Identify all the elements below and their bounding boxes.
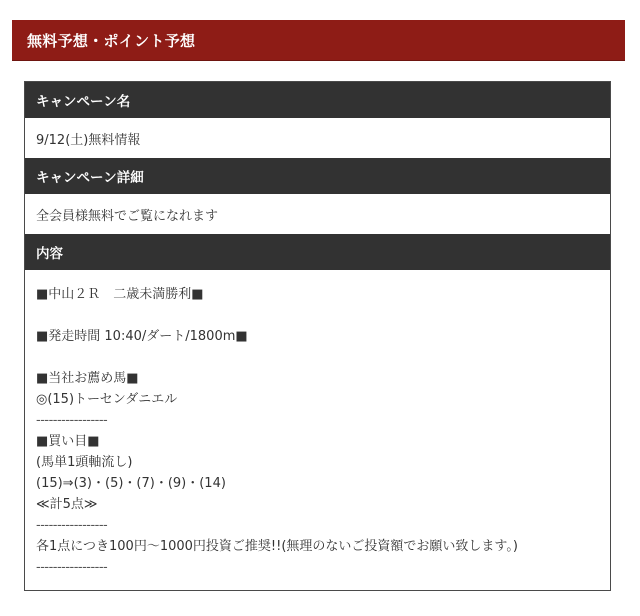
content-line: ◎(15)トーセンダニエル bbox=[36, 392, 178, 407]
content-line: ■当社お薦め馬■ bbox=[36, 371, 139, 386]
content-divider: ----------------- bbox=[36, 518, 108, 533]
content-line: 各1点につき100円～1000円投資ご推奨!!(無理のないご投資額でお願い致します。) bbox=[36, 539, 518, 554]
campaign-detail-cell bbox=[25, 194, 610, 234]
content-spacer bbox=[36, 305, 610, 326]
campaign-name-heading: キャンペーン名 bbox=[36, 94, 131, 110]
content-divider: ----------------- bbox=[36, 560, 108, 575]
campaign-detail-header bbox=[25, 158, 610, 194]
content-cell bbox=[25, 270, 610, 578]
content-heading: 内容 bbox=[36, 246, 63, 262]
content-line: ■中山２Ｒ 二歳未満勝利■ bbox=[36, 287, 204, 302]
content-line: ≪計5点≫ bbox=[36, 497, 98, 512]
page-title: 無料予想・ポイント予想 bbox=[27, 31, 196, 50]
campaign-name-value: 9/12(土)無料情報 bbox=[36, 132, 141, 148]
content-line: ■発走時間 10:40/ダート/1800m■ bbox=[36, 329, 248, 344]
campaign-table bbox=[24, 81, 611, 591]
page-banner bbox=[12, 20, 625, 60]
campaign-detail-value: 全会員様無料でご覧になれます bbox=[36, 208, 219, 224]
content-header bbox=[25, 234, 610, 270]
campaign-detail-heading: キャンペーン詳細 bbox=[36, 170, 144, 186]
campaign-name-header bbox=[25, 82, 610, 118]
content-spacer bbox=[36, 347, 610, 368]
content-divider: ----------------- bbox=[36, 413, 108, 428]
content-line: (馬単1頭軸流し) bbox=[36, 455, 133, 470]
campaign-name-cell bbox=[25, 118, 610, 158]
content-line: ■買い目■ bbox=[36, 434, 100, 449]
content-line: (15)⇒(3)・(5)・(7)・(9)・(14) bbox=[36, 476, 226, 491]
